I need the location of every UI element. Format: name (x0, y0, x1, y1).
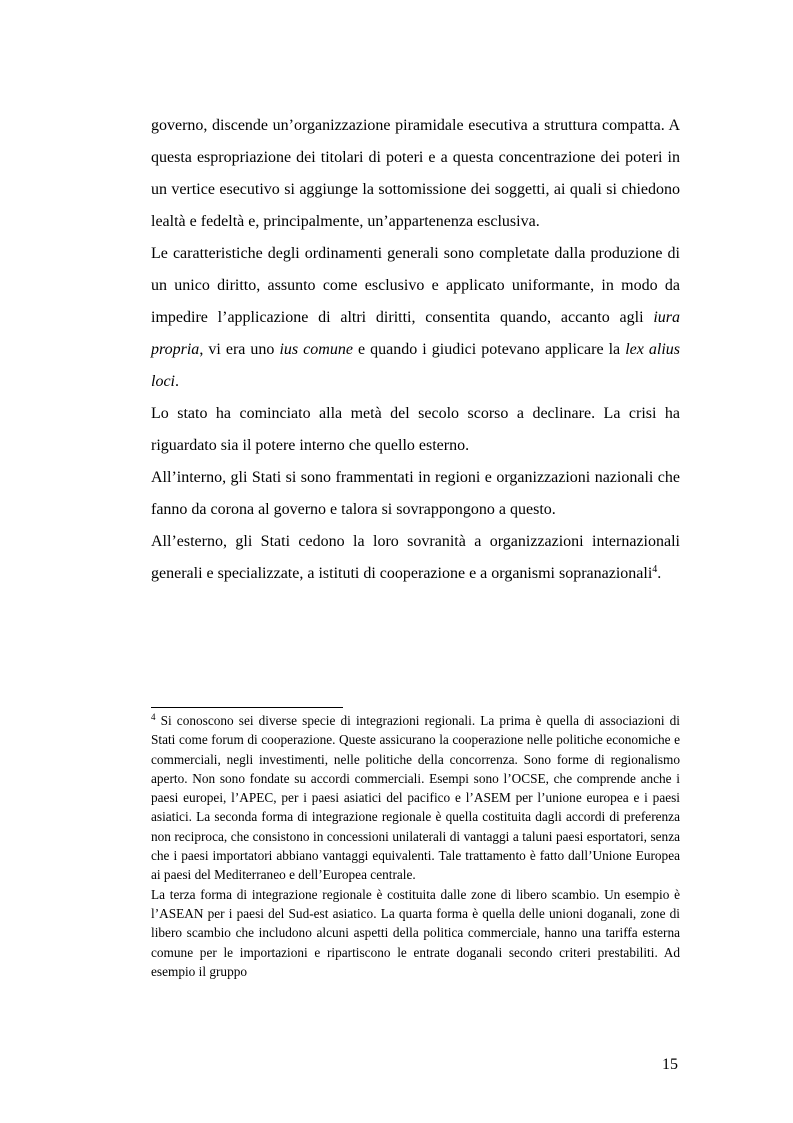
text-run: e quando i giudici potevano applicare la (352, 341, 626, 358)
footnote-separator (151, 707, 343, 708)
paragraph: Lo stato ha cominciato alla metà del secolo scorso a declinare. La crisi ha riguardato sia il potere interno che quello esterno. (151, 405, 680, 454)
text-run: All’esterno, gli Stati cedono la loro sovranità a organizzazioni internazionali generali e specializzate, a istituti di cooperazione e a organismi sopranazionali (151, 533, 680, 582)
text-run: . (175, 373, 179, 390)
footnote-reference: 4 (652, 564, 658, 575)
text-run: , vi era uno (199, 341, 280, 358)
footnote-paragraph: La terza forma di integrazione regionale è costituita dalle zone di libero scambio. Un esempio è l’ASEAN per i paesi del Sud-est asiatico. La quarta forma è quella delle unioni doganali, zone di libero scambio che includono alcuni aspetti della politica commerciale, hanno una tariffa esterna comune per le importazioni e ripartiscono le entrate doganali secondo criteri prestabiliti. Ad esempio il gruppo (151, 886, 680, 979)
italic-term: iura propria (151, 309, 680, 358)
paragraph: governo, discende un’organizzazione piramidale esecutiva a struttura compatta. A questa espropriazione dei titolari di poteri e a questa concentrazione dei poteri in un vertice esecutivo si aggiunge la sottomissione dei soggetti, ai quali si chiedono lealtà e fedeltà e, principalmente, un’appartenenza esclusiva. (151, 117, 680, 230)
page-number: 15 (662, 1056, 678, 1073)
paragraph (151, 238, 680, 398)
paragraph: All’interno, gli Stati si sono frammentati in regioni e organizzazioni nazionali che fanno da corona al governo e talora si sovrappongono a questo. (151, 469, 680, 518)
footnote (151, 711, 680, 981)
text-run: Le caratteristiche degli ordinamenti generali sono completate dalla produzione di un unico diritto, assunto come esclusivo e applicato uniformante, in modo da impedire l’applicazione di altri diritti, consentita quando, accanto agli (151, 245, 680, 326)
paragraph (151, 526, 680, 590)
text-run: . (657, 565, 662, 582)
text-run: Si conoscono sei diverse specie di integrazioni regionali. La prima è quella di associazioni di Stati come forum di cooperazione. Queste assicurano la cooperazione nelle politiche economiche e commerciali, negli investimenti, nelle politiche della concorrenza. Sono forme di regionalismo aperto. Non sono fondate su accordi commerciali. Esempi sono l’OCSE, che comprende anche i paesi europei, l’APEC, per i paesi asiatici del pacifico e l’ASEM per l’unione europea e i paesi asiatici. La seconda forma di integrazione regionale è quella costituita dagli accordi di preferenza non reciproca, che consistono in concessioni unilaterali di vantaggi a taluni paesi esportatori, senza che i paesi importatori abbiano vantaggi equivalenti. Tale trattamento è fatto dall’Unione Europea ai paesi del Mediterraneo e dell’Europea centrale. (151, 713, 680, 883)
footnote-number: 4 (151, 712, 156, 722)
footnote-paragraph (151, 711, 680, 885)
main-text (151, 110, 680, 590)
italic-term: lex alius loci (151, 341, 681, 390)
italic-term: ius comune (279, 341, 353, 358)
